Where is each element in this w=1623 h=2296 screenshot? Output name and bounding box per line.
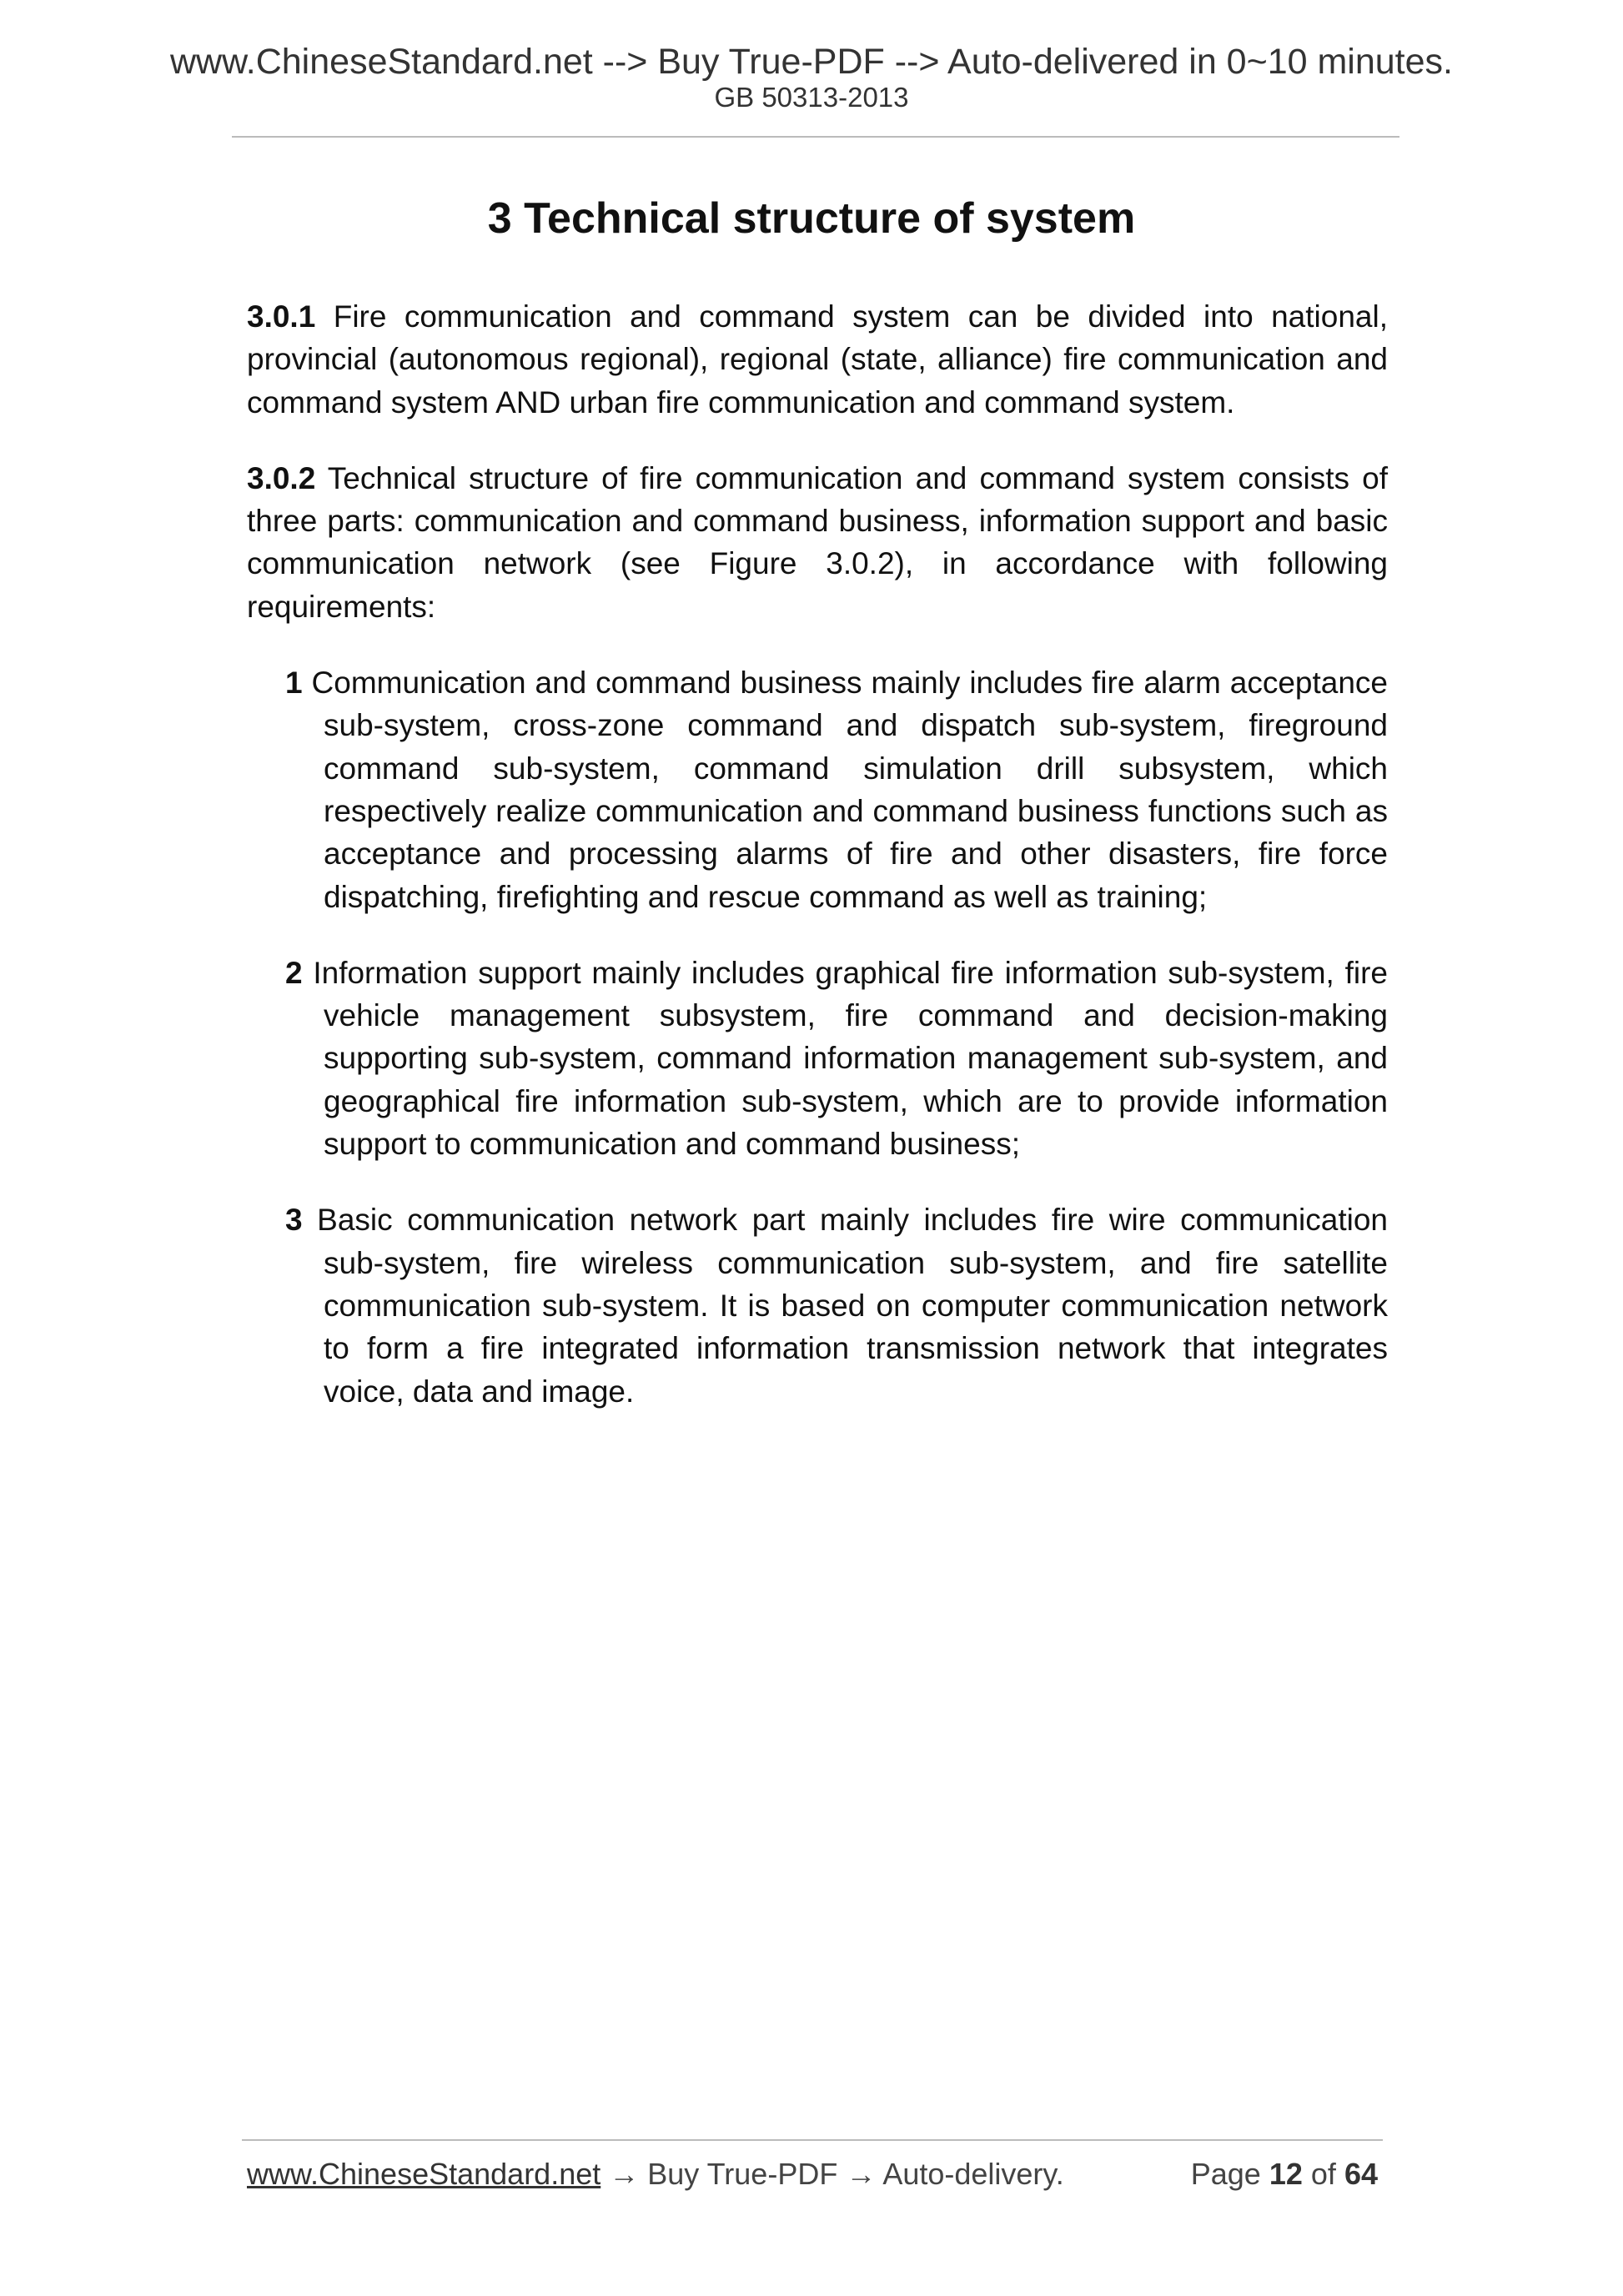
clause-text: Fire communication and command system can be divided into national, provincial (autonomous regional), regional (state, alliance) fire communication and command system AND urban fire communication and command system. bbox=[247, 299, 1388, 420]
clause-3-0-2 bbox=[247, 457, 1388, 628]
clause-number: 3.0.1 bbox=[247, 299, 316, 334]
item-number: 3 bbox=[285, 1203, 303, 1238]
site-banner: www.ChineseStandard.net --> Buy True-PDF --> Auto-delivered in 0~10 minutes. bbox=[169, 42, 1453, 82]
footer-site-link[interactable]: www.ChineseStandard.net bbox=[247, 2157, 601, 2191]
footer-divider bbox=[242, 2139, 1383, 2141]
clause-number: 3.0.2 bbox=[247, 460, 316, 495]
item-text: Information support mainly includes graphical fire information sub-system, fire vehicle management subsystem, fire command and decision-making supporting sub-system, command information management sub-system, and geographical fire information sub-system, which are to provide information support to communication and command business; bbox=[313, 955, 1388, 1162]
item-number: 1 bbox=[285, 666, 303, 701]
list-item bbox=[247, 661, 1388, 918]
document-code: GB 50313-2013 bbox=[714, 82, 909, 113]
page-number: 12 bbox=[1269, 2157, 1303, 2191]
page-total: 64 bbox=[1344, 2157, 1378, 2191]
list-item bbox=[247, 1198, 1388, 1412]
item-number: 2 bbox=[285, 955, 303, 990]
clause-3-0-1 bbox=[247, 295, 1388, 424]
document-body bbox=[247, 295, 1388, 1446]
of-label: of bbox=[1310, 2157, 1336, 2191]
page-footer bbox=[247, 2157, 1378, 2192]
item-text: Basic communication network part mainly includes fire wire communication sub-system, fire wireless communication sub-system, and fire satellite communication sub-system. It is based on computer communication network to form a fire integrated information transmission network that integrates voice, data and image. bbox=[317, 1203, 1389, 1409]
footer-tagline: → Buy True-PDF → Auto-delivery. bbox=[600, 2157, 1064, 2191]
header-divider bbox=[232, 136, 1399, 138]
page-indicator bbox=[1191, 2157, 1378, 2192]
page-label: Page bbox=[1190, 2157, 1261, 2191]
list-item bbox=[247, 952, 1388, 1165]
clause-text: Technical structure of fire communication and command system consists of three parts: communication and command business, information support and basic communication network (see Figure 3.0.2), in accordance with following requirements: bbox=[247, 460, 1388, 624]
item-text: Communication and command business mainly includes fire alarm acceptance sub-system, cross-zone command and dispatch sub-system, fireground command sub-system, command simulation drill subsystem, which respectively realize communication and command business functions such as acceptance and processing alarms of fire and other disasters, fire force dispatching, firefighting and rescue command as well as training; bbox=[311, 666, 1389, 914]
chapter-title: 3 Technical structure of system bbox=[487, 194, 1136, 243]
